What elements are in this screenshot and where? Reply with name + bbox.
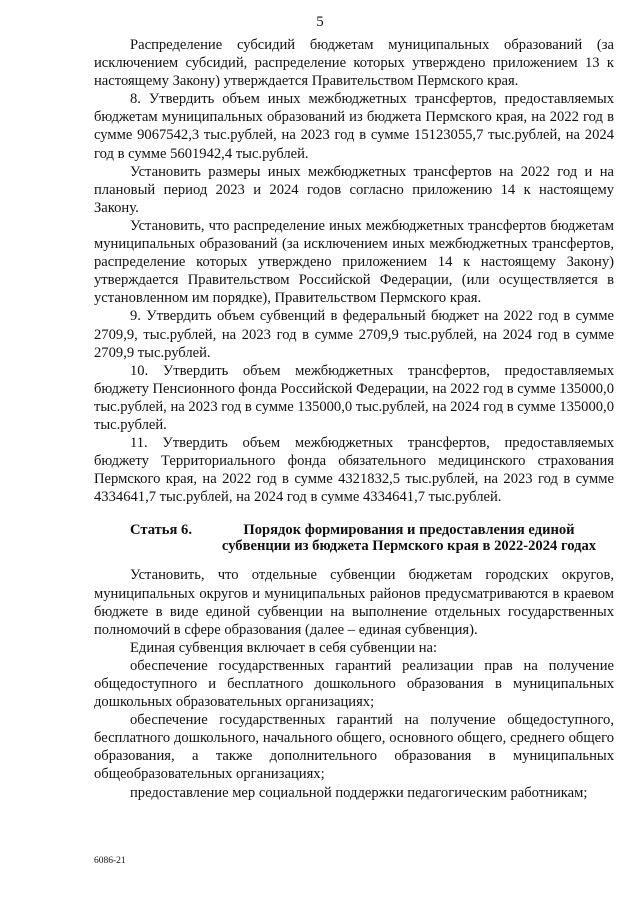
paragraph: 10. Утвердить объем межбюджетных трансфертов, предоставляемых бюджету Пенсионного фонда Российской Федерации, на 2022 год в сумме 135000,0 тыс.рублей, на 2023 год в сумме 135000,0 тыс.рублей, на 2024 год в сумме 135000,0 тыс.рублей. (94, 362, 614, 433)
paragraph: обеспечение государственных гарантий реализации прав на получение общедоступного и бесплатного дошкольного образования в муниципальных дошкольных образовательных организациях; (94, 657, 614, 711)
paragraph: Установить размеры иных межбюджетных трансфертов на 2022 год и на плановый период 2023 и 2024 годов согласно приложению 14 к настоящему Закону. (94, 163, 614, 216)
paragraph: Распределение субсидий бюджетам муниципальных образований (за исключением субсидий, распределение которых утверждено приложением 13 к настоящему Закону) утверждается Правительством Пермского края. (94, 37, 614, 90)
article-label: Статья 6. (130, 522, 192, 539)
article-heading (94, 522, 614, 554)
paragraph: предоставление мер социальной поддержки педагогическим работникам; (130, 784, 588, 801)
document-code: 6086-21 (94, 856, 126, 866)
document-body (94, 36, 614, 802)
paragraph: Установить, что отдельные субвенции бюджетам городских округов, муниципальных округов и муниципальных районов предусматриваются в краевом бюджете в виде единой субвенции на выполнение отдельных государственных полномочий в сфере образования (далее – единая субвенция). (94, 567, 614, 638)
paragraph: 9. Утвердить объем субвенций в федеральный бюджет на 2022 год в сумме 2709,9, тыс.рублей, на 2023 год в сумме 2709,9 тыс.рублей, на 2024 год в сумме 2709,9 тыс.рублей. (94, 308, 614, 361)
article-title (200, 522, 614, 554)
paragraph: 8. Утвердить объем иных межбюджетных трансфертов, предоставляемых бюджетам муниципальных образований из бюджета Пермского края, на 2022 год в сумме 9067542,3 тыс.рублей, на 2023 год в сумме 15123055,7 тыс.рублей, на 2024 год в сумме 5601942,4 тыс.рублей. (94, 91, 614, 162)
paragraph: обеспечение государственных гарантий на получение общедоступного, бесплатного дошкольного, начального общего, основного общего, среднего общего образования, а также дополнительного образования в муниципальных общеобразовательных организациях; (94, 712, 614, 783)
page-number: 5 (316, 14, 324, 30)
paragraph: 11. Утвердить объем межбюджетных трансфертов, предоставляемых бюджету Территориального фонда обязательного медицинского страхования Пермского края, на 2022 год в сумме 4321832,5 тыс.рублей, на 2023 год в сумме 4334641,7 тыс.рублей, на 2024 год в сумме 4334641,7 тыс.рублей. (94, 435, 614, 506)
article-title-line-2: субвенции из бюджета Пермского края в 2022-2024 годах (221, 538, 597, 555)
paragraph: Установить, что распределение иных межбюджетных трансфертов бюджетам муниципальных образований (за исключением иных межбюджетных трансфертов, распределение которых утверждено приложением 14 к настоящему Закону) утверждается Правительством Российской Федерации, (или осуществляется в установленном им порядке), Правительством Пермского края. (94, 217, 614, 307)
article-title-line-1: Порядок формирования и предоставления единой (243, 522, 575, 539)
paragraph: Единая субвенция включает в себя субвенции на: (130, 639, 438, 656)
